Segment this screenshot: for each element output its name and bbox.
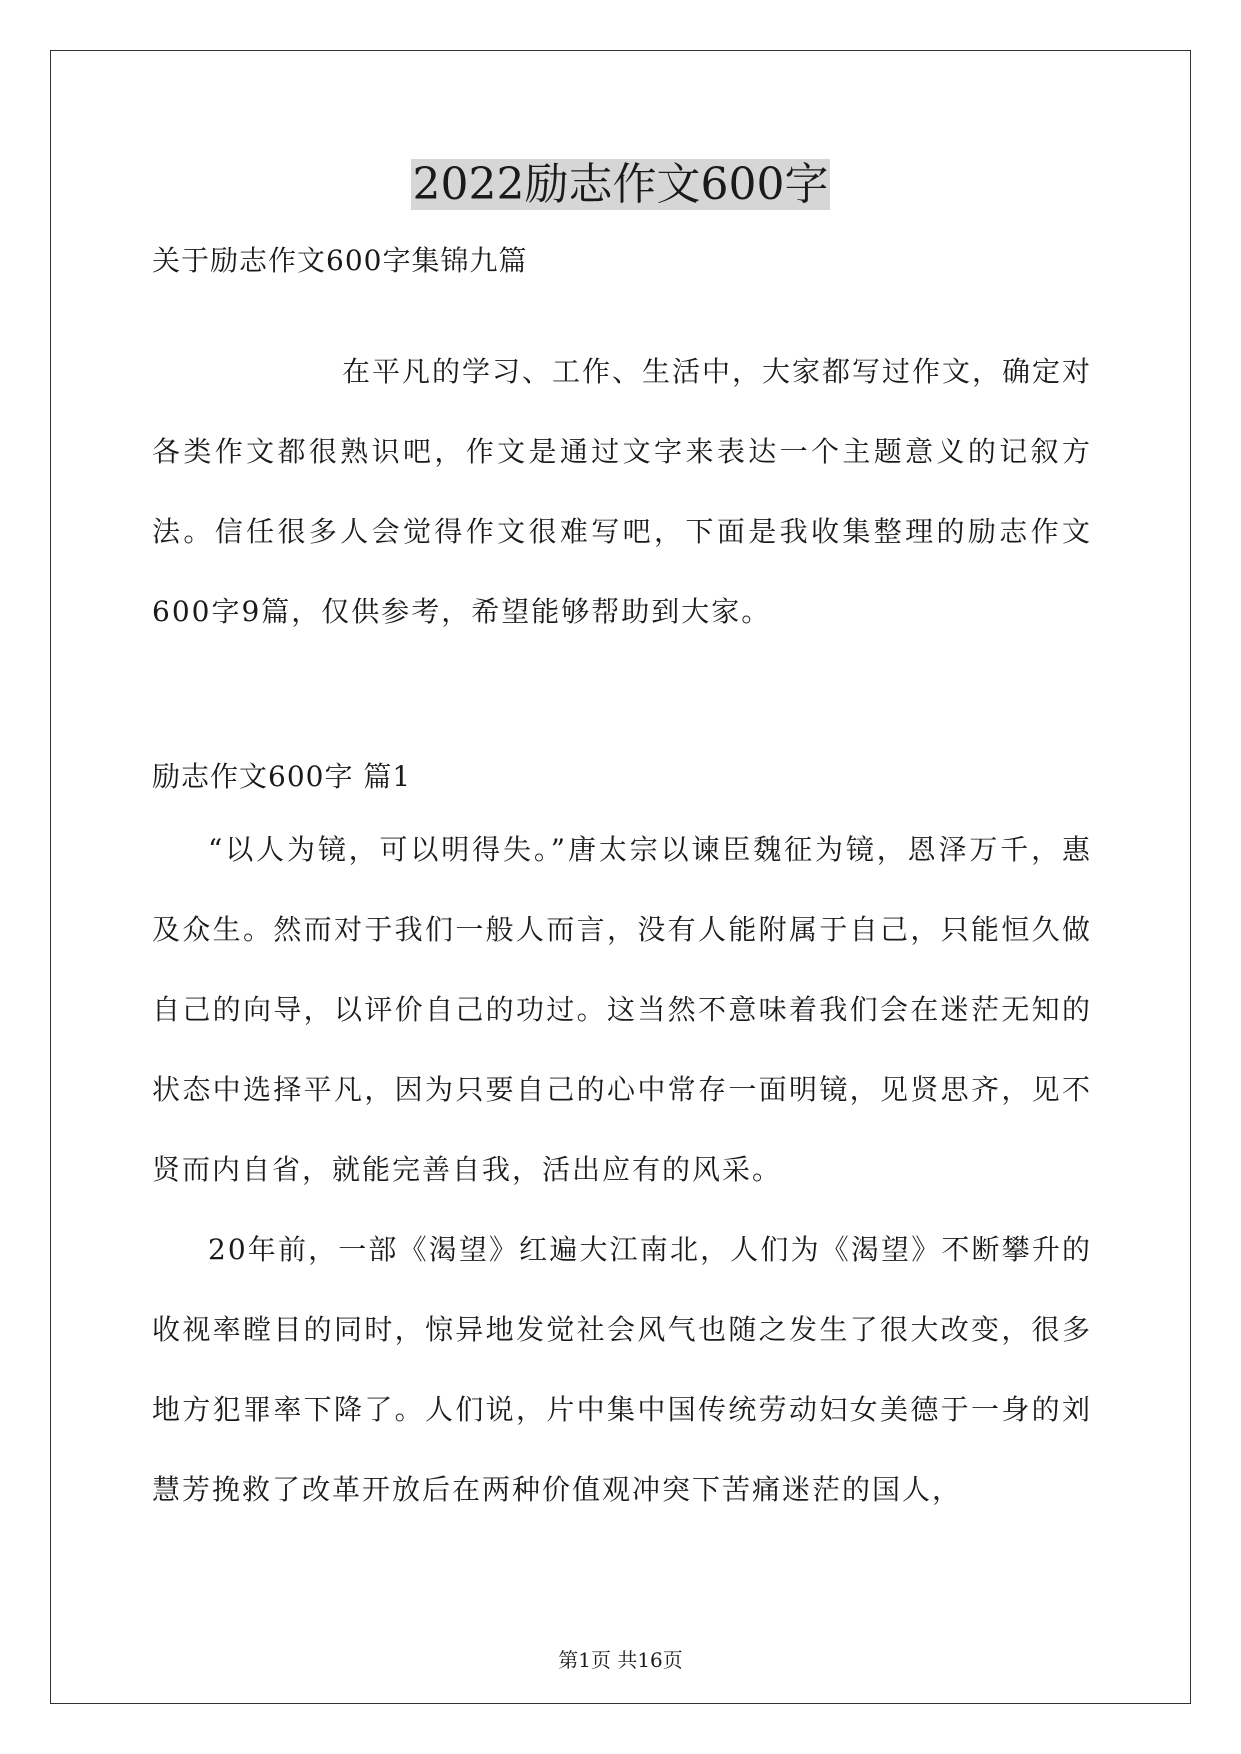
intro-paragraph: 在平凡的学习、工作、生活中，大家都写过作文，确定对各类作文都很熟识吧，作文是通过文字来表达一个主题意义的记叙方法。信任很多人会觉得作文很难写吧，下面是我收集整理的励志作文600字9篇，仅供参考，希望能够帮助到大家。	[152, 355, 1093, 628]
document-subtitle: 关于励志作文600字集锦九篇	[152, 244, 528, 277]
page-footer: 第1页 共16页	[558, 1648, 683, 1672]
body-paragraph-2: 20年前，一部《渴望》红遍大江南北，人们为《渴望》不断攀升的收视率瞠目的同时，惊异地发觉社会风气也随之发生了很大改变，很多地方犯罪率下降了。人们说，片中集中国传统劳动妇女美德于一身的刘慧芳挽救了改革开放后在两种价值观冲突下苦痛迷茫的国人，	[152, 1233, 1092, 1506]
body-paragraph-1: “以人为镜，可以明得失。”唐太宗以谏臣魏征为镜，恩泽万千，惠及众生。然而对于我们一般人而言，没有人能附属于自己，只能恒久做自己的向导，以评价自己的功过。这当然不意味着我们会在迷茫无知的状态中选择平凡，因为只要自己的心中常存一面明镜，见贤思齐，见不贤而内自省，就能完善自我，活出应有的风采。	[152, 833, 1092, 1186]
document-title	[0, 150, 1241, 220]
document-title-text: 2022励志作文600字	[412, 159, 829, 210]
section-heading: 励志作文600字 篇1	[152, 760, 412, 793]
